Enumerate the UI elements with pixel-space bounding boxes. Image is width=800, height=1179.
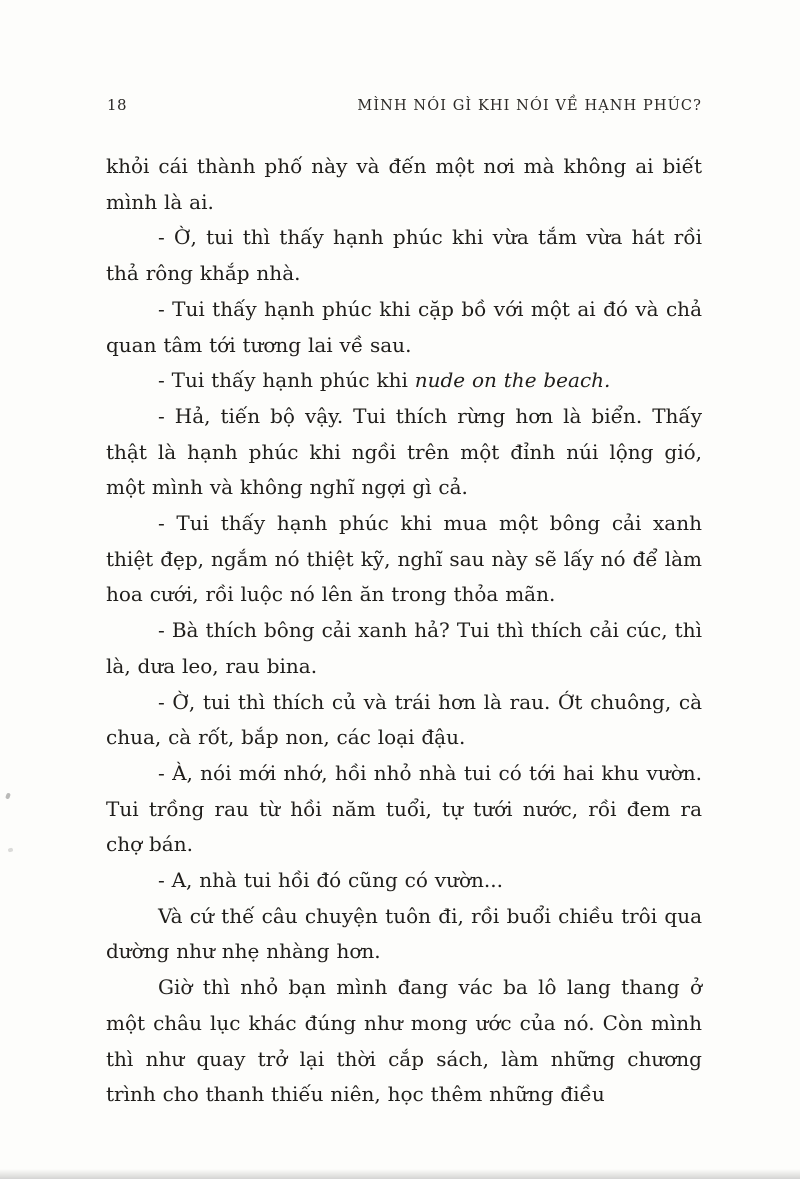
page-number: 18 [107, 96, 128, 114]
paragraph [106, 506, 702, 613]
scan-artifact [8, 847, 14, 852]
paragraph [106, 863, 702, 899]
running-title: MÌNH NÓI GÌ KHI NÓI VỀ HẠNH PHÚC? [357, 98, 702, 114]
paragraph [106, 613, 702, 684]
paragraph [106, 685, 702, 756]
paragraph [106, 970, 702, 1113]
paragraph [106, 363, 702, 399]
text-segment: - Bà thích bông cải xanh hả? Tui thì thích cải cúc, thì là, dưa leo, rau bina. [106, 618, 702, 678]
paragraph [106, 899, 702, 970]
page-edge-shadow [0, 1169, 800, 1179]
paragraph [106, 220, 702, 291]
scan-artifact [5, 792, 11, 799]
paragraph [106, 149, 702, 220]
text-segment: - A, nhà tui hồi đó cũng có vườn... [158, 868, 503, 893]
paragraph [106, 292, 702, 363]
text-segment: - Tui thấy hạnh phúc khi cặp bồ với một ai đó và chả quan tâm tới tương lai về sau. [106, 296, 702, 357]
text-segment: khỏi cái thành phố này và đến một nơi mà không ai biết mình là ai. [106, 154, 702, 214]
paragraph [106, 399, 702, 506]
text-segment: Và cứ thế câu chuyện tuôn đi, rồi buổi chiều trôi qua dường như nhẹ nhàng hơn. [106, 903, 702, 964]
text-segment: - Ờ, tui thì thích củ và trái hơn là rau. Ớt chuông, cà chua, cà rốt, bắp non, các loại đậu. [106, 689, 702, 750]
text-segment: - Hả, tiến bộ vậy. Tui thích rừng hơn là biển. Thấy thật là hạnh phúc khi ngồi trên một đỉnh núi lộng gió, một mình và không nghĩ ngợi gì cả. [106, 403, 702, 500]
page-header [107, 96, 702, 114]
body-text [106, 149, 702, 1113]
text-segment: - Tui thấy hạnh phúc khi [158, 368, 415, 393]
text-segment: Giờ thì nhỏ bạn mình đang vác ba lô lang thang ở một châu lục khác đúng như mong ước của nó. Còn mình thì như quay trở lại thời cắp sách, làm những chương trình cho thanh thiếu niên, học thêm những điều [106, 975, 702, 1107]
text-segment: - Ờ, tui thì thấy hạnh phúc khi vừa tắm vừa hát rồi thả rông khắp nhà. [106, 225, 702, 286]
italic-text-segment: nude on the beach. [414, 368, 611, 393]
text-segment: - À, nói mới nhớ, hồi nhỏ nhà tui có tới hai khu vườn. Tui trồng rau từ hồi năm tuổi, tự tưới nước, rồi đem ra chợ bán. [106, 760, 702, 857]
text-segment: - Tui thấy hạnh phúc khi mua một bông cải xanh thiệt đẹp, ngắm nó thiệt kỹ, nghĩ sau này sẽ lấy nó để làm hoa cưới, rồi luộc nó lên ăn trong thỏa mãn. [106, 511, 702, 607]
paragraph [106, 756, 702, 863]
